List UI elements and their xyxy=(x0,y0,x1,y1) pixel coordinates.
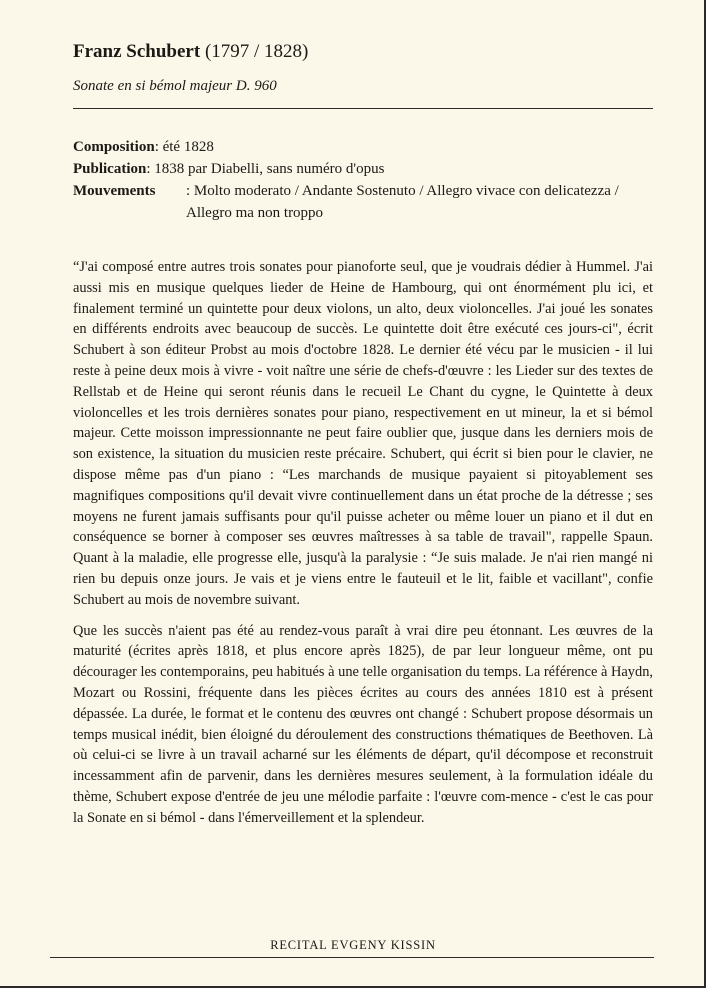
footer-label: RECITAL EVGENY KISSIN xyxy=(270,938,436,952)
publication-value: : 1838 par Diabelli, sans numéro d'opus xyxy=(146,161,385,177)
composer-name: Franz Schubert xyxy=(73,41,201,62)
publication-row xyxy=(73,158,653,180)
composition-label: Composition xyxy=(73,139,155,155)
composition-row xyxy=(73,136,653,158)
movements-label: Mouvements xyxy=(73,183,156,199)
article-body xyxy=(73,257,653,839)
work-title: Sonate en si bémol majeur D. 960 xyxy=(73,78,277,94)
work-info xyxy=(73,136,653,224)
movements-value: : Molto moderato / Andante Sostenuto / Allegro vivace con delicatezza / Allegro ma non troppo xyxy=(186,183,619,221)
paragraph-2: Que les succès n'aient pas été au rendez-vous paraît à vrai dire peu étonnant. Les œuvres de la maturité (écrites après 1818, et plus encore après 1825), de par leur longueur même, ont pu décourager les contemporains, peu habitués à une telle organisation du temps. La référence à Haydn, Mozart ou Rossini, fréquente dans les pièces écrites au cours des années 1810 est à présent dépassée. La durée, le format et le contenu des œuvres ont changé : Schubert propose désormais un temps musical inédit, bien éloigné du déroulement des constructions thématiques de Beethoven. Là où celui-ci se livre à un travail acharné sur les éléments de départ, qu'il décompose et reconstruit incessamment afin de parvenir, dans les dernières mesures seulement, à la formulation idéale du thème, Schubert expose d'entrée de jeu une mélodie parfaite : l'œuvre com-mence - c'est le cas pour la Sonate en si bémol - dans l'émerveillement et la splendeur. xyxy=(73,622,653,826)
paragraph-1: “J'ai composé entre autres trois sonates pour pianoforte seul, que je voudrais dédier à Hummel. J'ai aussi mis en musique quelques lieder de Heine de Hambourg, qui ont énormément plu ici, et finalement terminé un quintette pour deux violons, un alto, deux violoncelles. J'ai joué les sonates en différents endroits avec beaucoup de succès. Le quintette doit être exécuté ces jours-ci", écrit Schubert à son éditeur Probst au mois d'octobre 1828. Le dernier été vécu par le musicien - il lui reste à peine deux mois à vivre - voit naître une série de chefs-d'œuvre : les Lieder sur des textes de Rellstab et de Heine qui seront réunis dans le recueil Le Chant du cygne, le Quintette à deux violoncelles et les trois dernières sonates pour piano, respectivement en ut mineur, la et si bémol majeur. Cette moisson impressionnante ne peut faire oublier que, jusque dans les derniers mois de son existence, la situation du musicien reste précaire. Schubert, qui écrit si bien pour le clavier, ne dispose même pas d'un piano : “Les marchands de musique payaient si pitoyablement ses magnifiques compositions qu'il devait vivre continuellement dans un état proche de la détresse ; ses moyens ne furent jamais suffisants pour qu'il puisse acheter ou même louer un piano et il dut en conséquence se borner à composer ses œuvres maîtresses à sa table de travail", rappelle Spaun. Quant à la maladie, elle progresse elle, jusqu'à la paralysie : “Je suis malade. Je n'ai rien mangé ni rien bu depuis onze jours. Je vais et je viens entre le fauteuil et le lit, faible et vacillant", confie Schubert au mois de novembre suivant. xyxy=(73,259,653,608)
publication-label: Publication xyxy=(73,161,147,177)
composer-dates: (1797 / 1828) xyxy=(200,41,309,62)
bottom-divider xyxy=(50,957,654,958)
top-divider xyxy=(73,108,653,109)
page-title xyxy=(73,40,308,64)
composition-value: : été 1828 xyxy=(154,139,214,155)
movements-row xyxy=(73,180,653,224)
